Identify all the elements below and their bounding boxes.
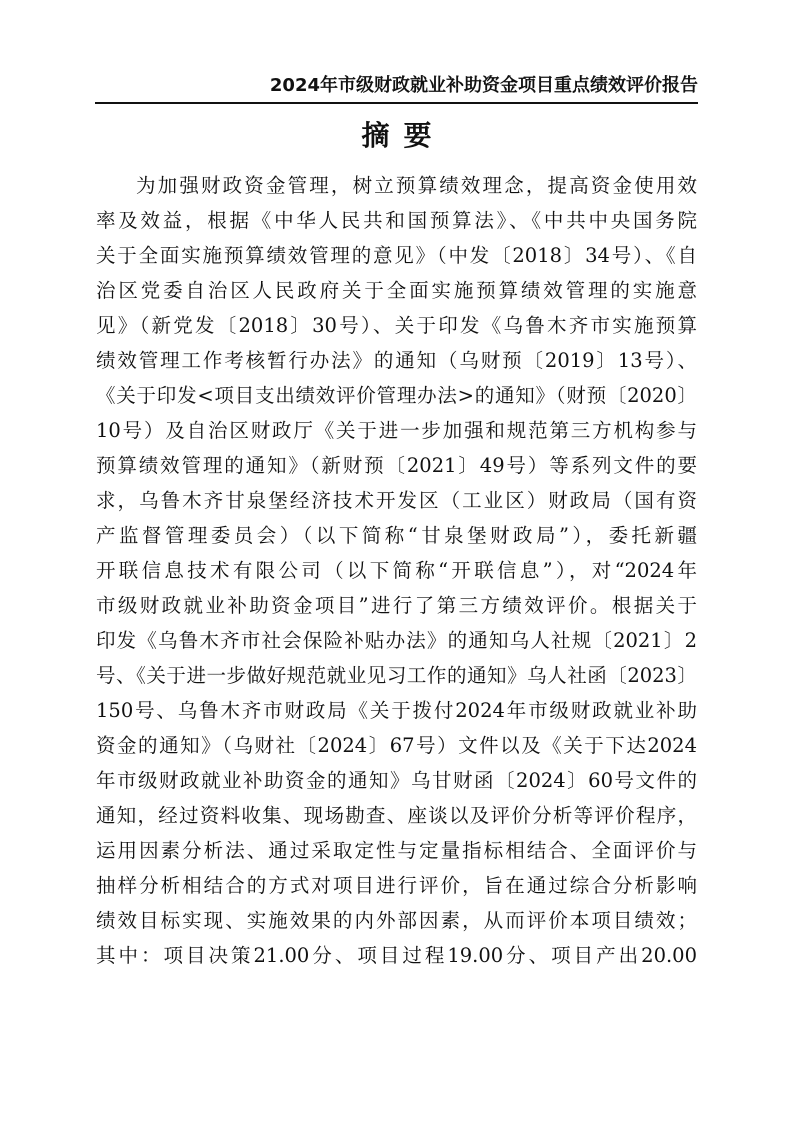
- paragraph-line: 开联信息技术有限公司（以下简称“开联信息”），对“2024年: [96, 559, 697, 582]
- header-divider: [95, 102, 698, 104]
- paragraph-line: 其中：项目决策21.00分、项目过程19.00分、项目产出20.00: [96, 944, 697, 967]
- page-title: 摘要: [361, 119, 446, 152]
- running-header-title: 2024年市级财政就业补助资金项目重点绩效评价报告: [269, 75, 698, 96]
- paragraph-line: 绩效管理工作考核暂行办法》的通知（乌财预〔2019〕13号）、: [96, 349, 697, 372]
- paragraph-line: 10号）及自治区财政厅《关于进一步加强和规范第三方机构参与: [96, 419, 697, 442]
- paragraph-line: 通知，经过资料收集、现场勘查、座谈以及评价分析等评价程序，: [96, 804, 697, 827]
- paragraph-line: 资金的通知》（乌财社〔2024〕67号）文件以及《关于下达2024: [96, 734, 697, 757]
- paragraph-line: 市级财政就业补助资金项目”进行了第三方绩效评价。根据关于: [96, 594, 697, 617]
- paragraph-line: 运用因素分析法、通过采取定性与定量指标相结合、全面评价与: [96, 839, 697, 862]
- paragraph-line: 关于全面实施预算绩效管理的意见》（中发〔2018〕34号）、《自: [96, 244, 697, 267]
- paragraph-line: 抽样分析相结合的方式对项目进行评价，旨在通过综合分析影响: [96, 874, 697, 897]
- paragraph-line: 号、《关于进一步做好规范就业见习工作的通知》乌人社函〔2023〕: [96, 664, 697, 687]
- paragraph-line: 《关于印发<项目支出绩效评价管理办法>的通知》（财预〔2020〕: [96, 384, 697, 407]
- paragraph-line: 年市级财政就业补助资金的通知》乌甘财函〔2024〕60号文件的: [96, 769, 697, 792]
- paragraph-line: 为加强财政资金管理，树立预算绩效理念，提高资金使用效: [136, 174, 697, 197]
- paragraph-line: 绩效目标实现、实施效果的内外部因素，从而评价本项目绩效；: [96, 909, 697, 932]
- abstract-body: [96, 168, 697, 973]
- paragraph-line: 印发《乌鲁木齐市社会保险补贴办法》的通知乌人社规〔2021〕2: [96, 629, 697, 652]
- paragraph-line: 150号、乌鲁木齐市财政局《关于拨付2024年市级财政就业补助: [96, 699, 697, 722]
- paragraph-line: 见》（新党发〔2018〕30号）、关于印发《乌鲁木齐市实施预算: [96, 314, 697, 337]
- paragraph-line: 求，乌鲁木齐甘泉堡经济技术开发区（工业区）财政局（国有资: [96, 489, 697, 512]
- paragraph-line: 治区党委自治区人民政府关于全面实施预算绩效管理的实施意: [96, 279, 697, 302]
- paragraph-line: 预算绩效管理的通知》（新财预〔2021〕49号）等系列文件的要: [96, 454, 697, 477]
- paragraph-line: 产监督管理委员会）（以下简称“甘泉堡财政局”），委托新疆: [96, 524, 697, 547]
- paragraph-line: 率及效益，根据《中华人民共和国预算法》、《中共中央国务院: [96, 209, 697, 232]
